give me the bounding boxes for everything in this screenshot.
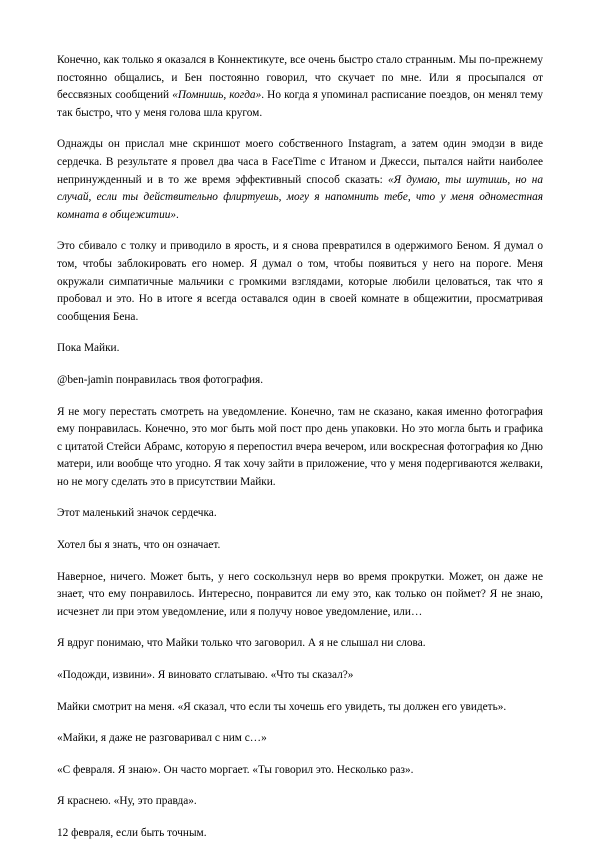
- emphasis-text: «Я думаю, ты шутишь, но на случай, если ты действительно флиртуешь, могу я напомнить тебе, что у меня одноместная комната в общежитии»: [57, 173, 544, 221]
- paragraph-little-heart-icon: Этот маленький значок сердечка.: [57, 507, 217, 520]
- paragraph-mikey-looks: Майки смотрит на меня. «Я сказал, что если ты хочешь его увидеть, ты должен его увидеть».: [57, 700, 507, 713]
- paragraph-i-blush: Я краснею. «Ну, это правда».: [57, 795, 197, 808]
- emphasis-text: «Помнишь, когда»: [172, 89, 262, 102]
- paragraph-mikey-talking: Я вдруг понимаю, что Майки только что заговорил. А я не слышал ни слова.: [57, 637, 426, 650]
- paragraph-what-it-means: Хотел бы я знать, что он означает.: [57, 539, 221, 552]
- paragraph-wait-sorry: «Подожди, извини». Я виновато сглатываю. «Что ты сказал?»: [57, 669, 354, 682]
- paragraph-since-february: «С февраля. Я знаю». Он часто моргает. «Ты говорил это. Несколько раз».: [57, 763, 414, 776]
- paragraph-instagram-screenshot: Однажды он прислал мне скриншот моего собственного Instagram, а затем один эмодзи в виде сердечка. В результате я провел два часа в FaceTime с Итаном и Джесси, пытался найти наиболее непринужденный и в то же время эффективный способ сказать: «Я думаю, ты шутишь, но на случай, если ты действительно флиртуешь, могу я напомнить тебе, что у меня одноместная комната в общежитии».: [57, 138, 544, 221]
- document-body: [57, 52, 543, 843]
- paragraph-notification: @ben-jamin понравилась твоя фотография.: [57, 373, 264, 386]
- paragraph-cant-stop-looking: Я не могу перестать смотреть на уведомление. Конечно, там не сказано, какая именно фотография ему понравилась. Конечно, это мог быть мой пост про день упаковки. Но это могла быть и графика с цитатой Стейси Абрамс, которую я перепостил вчера вечером, или воскресная фотография ко Дню матери, или вообще что угодно. Я так хочу зайти в приложение, что у меня подергиваются желваки, но не могу сделать это в присутствии Майки.: [57, 405, 543, 488]
- paragraph-mikey-i-didnt-even: «Майки, я даже не разговаривал с ним с…»: [57, 732, 267, 745]
- paragraph-february-12: 12 февраля, если быть точным.: [57, 827, 207, 839]
- paragraph-obsession: Это сбивало с толку и приводило в ярость, и я снова превратился в одержимого Беном. Я думал о том, чтобы заблокировать его номер. Я думал о том, чтобы появиться у него на пороге. Меня окружали симпатичные мальчики с громкими взглядами, которые любили целоваться, так что я пробовал и это. Но в итоге я всегда оставался один в своей комнате в общежитии, просматривая сообщения Бена.: [57, 240, 543, 323]
- paragraph-probably-nothing: Наверное, ничего. Может быть, у него соскользнул нерв во время прокрутки. Может, он даже не знает, что ему понравилось. Интересно, понравится ли ему это, как только он поймет? Я не знаю, исчезнет ли при этом уведомление, или я получу новое уведомление, или…: [57, 570, 543, 618]
- paragraph-while-mikey: Пока Майки.: [57, 342, 120, 355]
- paragraph-connecticut: Конечно, как только я оказался в Коннектикуте, все очень быстро стало странным. Мы по-прежнему постоянно общались, и Бен постоянно говорил, что скучает по мне. Или я просыпался от бессвязных сообщений «Помнишь, когда». Но когда я упоминал расписание поездов, он менял тему так быстро, что у меня голова шла кругом.: [57, 54, 543, 119]
